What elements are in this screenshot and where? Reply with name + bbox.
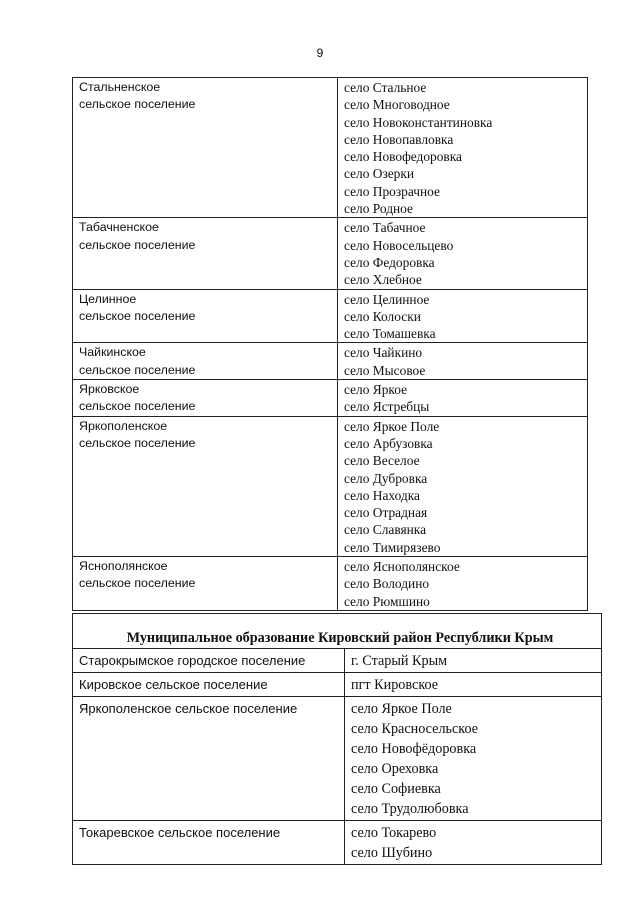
village-name: село Трудолюбовка xyxy=(351,801,469,817)
village-name: село Веселое xyxy=(344,453,420,469)
settlement-name-line: Целинное xyxy=(79,291,137,306)
village-name: село Прозрачное xyxy=(344,183,440,199)
villages-cell xyxy=(338,218,588,289)
settlement-name-cell xyxy=(73,289,338,343)
settlement-name-cell xyxy=(73,649,345,673)
village-name: село Шубино xyxy=(351,845,433,861)
village-name: село Славянка xyxy=(344,522,427,538)
village-name: село Новопавловка xyxy=(344,131,454,147)
settlement-name-line: сельское поселение xyxy=(79,308,196,323)
settlement-name-line: сельское поселение xyxy=(79,362,196,377)
settlement-name-line: сельское поселение xyxy=(79,237,196,252)
villages-cell xyxy=(338,289,588,343)
settlement-name-line: Токаревское сельское поселение xyxy=(79,825,281,840)
village-name: село Хлебное xyxy=(344,272,422,288)
table-row xyxy=(73,673,602,697)
table-row xyxy=(73,78,588,218)
settlements-table-1 xyxy=(72,77,588,611)
district-heading-row xyxy=(73,614,602,649)
settlement-name-line: Кировское сельское поселение xyxy=(79,677,268,692)
settlement-name-line: сельское поселение xyxy=(79,97,196,112)
villages-cell xyxy=(338,380,588,417)
village-name: село Яркое xyxy=(344,382,408,398)
villages-cell xyxy=(338,78,588,218)
settlement-name-line: Старокрымское городское поселение xyxy=(79,653,306,668)
village-name: г. Старый Крым xyxy=(351,653,448,669)
village-name: село Чайкино xyxy=(344,345,423,361)
settlement-name-cell xyxy=(73,380,338,417)
village-name: село Тимирязево xyxy=(344,539,441,555)
village-name: село Федоровка xyxy=(344,254,435,270)
kirovsky-district-table xyxy=(72,613,602,865)
table-row xyxy=(73,416,588,556)
table-row xyxy=(73,218,588,289)
village-name: село Мысовое xyxy=(344,362,426,378)
village-name: село Дубровка xyxy=(344,470,428,486)
table-row xyxy=(73,343,588,380)
table-row xyxy=(73,697,602,821)
village-name: село Яркое Поле xyxy=(344,418,440,434)
village-name: село Целинное xyxy=(344,291,430,307)
settlement-name-line: сельское поселение xyxy=(79,399,196,414)
village-name: пгт Кировское xyxy=(351,677,439,693)
table-row xyxy=(73,649,602,673)
settlement-name-line: Чайкинское xyxy=(79,345,146,360)
village-name: село Находка xyxy=(344,487,420,503)
villages-cell xyxy=(338,343,588,380)
village-name: село Колоски xyxy=(344,308,421,324)
settlement-name-line: Стальненское xyxy=(79,80,161,94)
village-name: село Володино xyxy=(344,576,430,592)
table-row xyxy=(73,557,588,611)
district-heading: Муниципальное образование Кировский район Республики Крым xyxy=(73,614,602,649)
settlement-name-cell xyxy=(73,78,338,218)
villages-cell xyxy=(345,673,602,697)
villages-cell xyxy=(345,649,602,673)
settlement-name-cell xyxy=(73,557,338,611)
village-name: село Новофёдоровка xyxy=(351,741,477,757)
village-name: село Красносельское xyxy=(351,721,479,737)
table-row xyxy=(73,289,588,343)
village-name: село Многоводное xyxy=(344,97,450,113)
village-name: село Арбузовка xyxy=(344,435,433,451)
settlement-name-cell xyxy=(73,218,338,289)
page-number: 9 xyxy=(316,46,324,60)
villages-cell xyxy=(338,416,588,556)
settlement-name-cell xyxy=(73,697,345,821)
village-name: село Токарево xyxy=(351,825,437,841)
village-name: село Новофедоровка xyxy=(344,149,462,165)
village-name: село Томашевка xyxy=(344,326,436,342)
table-row xyxy=(73,380,588,417)
settlement-name-cell xyxy=(73,673,345,697)
villages-cell xyxy=(345,697,602,821)
village-name: село Рюмшино xyxy=(344,593,430,609)
settlement-name-line: Яркополенское xyxy=(79,418,168,433)
settlement-name-line: Табачненское xyxy=(79,220,159,235)
village-name: село Яснополянское xyxy=(344,559,460,575)
village-name: село Отрадная xyxy=(344,505,428,521)
village-name: село Родное xyxy=(344,201,413,217)
villages-cell xyxy=(345,821,602,865)
settlement-name-line: Яркополенское сельское поселение xyxy=(79,701,298,716)
village-name: село Табачное xyxy=(344,220,426,236)
settlement-name-line: Ярковское xyxy=(79,382,140,397)
village-name: село Новосельцево xyxy=(344,237,454,253)
settlement-name-cell xyxy=(73,343,338,380)
settlement-name-cell xyxy=(73,821,345,865)
village-name: село Новоконстантиновка xyxy=(344,114,493,130)
settlement-name-line: сельское поселение xyxy=(79,435,196,450)
village-name: село Ястребцы xyxy=(344,399,430,415)
settlement-name-line: Яснополянское xyxy=(79,559,168,574)
settlement-name-line: сельское поселение xyxy=(79,576,196,591)
settlement-name-cell xyxy=(73,416,338,556)
villages-cell xyxy=(338,557,588,611)
village-name: село Яркое Поле xyxy=(351,701,452,717)
village-name: село Ореховка xyxy=(351,761,439,777)
table-row xyxy=(73,821,602,865)
village-name: село Софиевка xyxy=(351,781,441,797)
village-name: село Озерки xyxy=(344,166,415,182)
village-name: село Стальное xyxy=(344,80,427,95)
